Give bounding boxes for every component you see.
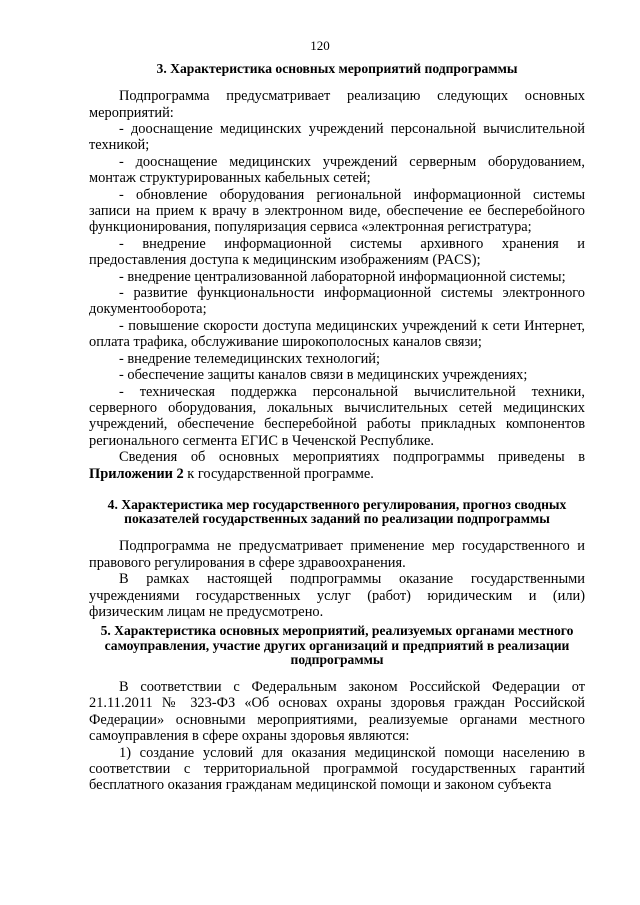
section-3-item: - внедрение централизованной лабораторной информационной системы; [119, 268, 566, 285]
section-3-item: - обновление оборудования региональной информационной системы записи на прием к врачу в электронном виде, обеспечение ее бесперебойного функционирования, популяризация сервиса «электронная регистратура; [89, 186, 585, 236]
page-body [89, 62, 585, 794]
section-3-item: - дооснащение медицинских учреждений серверным оборудованием, монтаж структурированных кабельных сетей; [89, 153, 585, 187]
section-3-item: - обеспечение защиты каналов связи в медицинских учреждениях; [119, 367, 528, 384]
section-3-heading: 3. Характеристика основных мероприятий подпрограммы [156, 61, 518, 76]
section-4-paragraph: В рамках настоящей подпрограммы оказание государственными учреждениями государственных услуг (работ) юридическим и (или) физическим лицам не предусмотрено. [89, 571, 585, 620]
section-4-heading: 4. Характеристика мер государственного регулирования, прогноз сводных показателей государственных заданий по реализации подпрограммы [107, 496, 567, 527]
section-3-closing [89, 449, 585, 482]
section-5-heading: 5. Характеристика основных мероприятий, реализуемых органами местного самоуправления, участие других организаций и предприятий в реализации подпрограммы [100, 623, 574, 667]
section-3-item: - внедрение информационной системы архивного хранения и предоставления доступа к медицинским изображениям (PACS); [89, 235, 585, 269]
section-4-paragraph: Подпрограмма не предусматривает применение мер государственного и правового регулирования в сфере здравоохранения. [89, 538, 585, 571]
section-3-item: - техническая поддержка персональной вычислительной техники, серверного оборудования, локальных вычислительных сетей медицинских учреждений, обеспечение бесперебойной работы прикладных компонентов регионального сегмента ЕГИС в Чеченской Республике. [89, 383, 585, 449]
section-3-item: - развитие функциональности информационной системы электронного документооборота; [89, 285, 585, 318]
closing-text-end: к государственной программе. [183, 465, 374, 482]
section-3-intro: Подпрограмма предусматривает реализацию следующих основных мероприятий: [89, 88, 585, 121]
section-3-item: - повышение скорости доступа медицинских учреждений к сети Интернет, оплата трафика, обслуживание широкополосных каналов связи; [89, 317, 585, 351]
section-3-item: - дооснащение медицинских учреждений персональной вычислительной техникой; [89, 121, 585, 154]
appendix-reference: Приложении 2 [89, 465, 184, 482]
page-number: 120 [310, 38, 330, 53]
section-5-paragraph: 1) создание условий для оказания медицинской помощи населению в соответствии с территориальной программой государственных гарантий бесплатного оказания гражданам медицинской помощи и законом субъекта [89, 744, 585, 794]
section-3-item: - внедрение телемедицинских технологий; [119, 350, 380, 367]
section-5-paragraph: В соответствии с Федеральным законом Российской Федерации от 21.11.2011 № 323-ФЗ «Об основах охраны здоровья граждан Российской Федерации» основными мероприятиями, реализуемые органами местного самоуправления в сфере охраны здоровья являются: [89, 679, 585, 745]
closing-text-start: Сведения об основных мероприятиях подпрограммы приведены в [119, 449, 585, 466]
